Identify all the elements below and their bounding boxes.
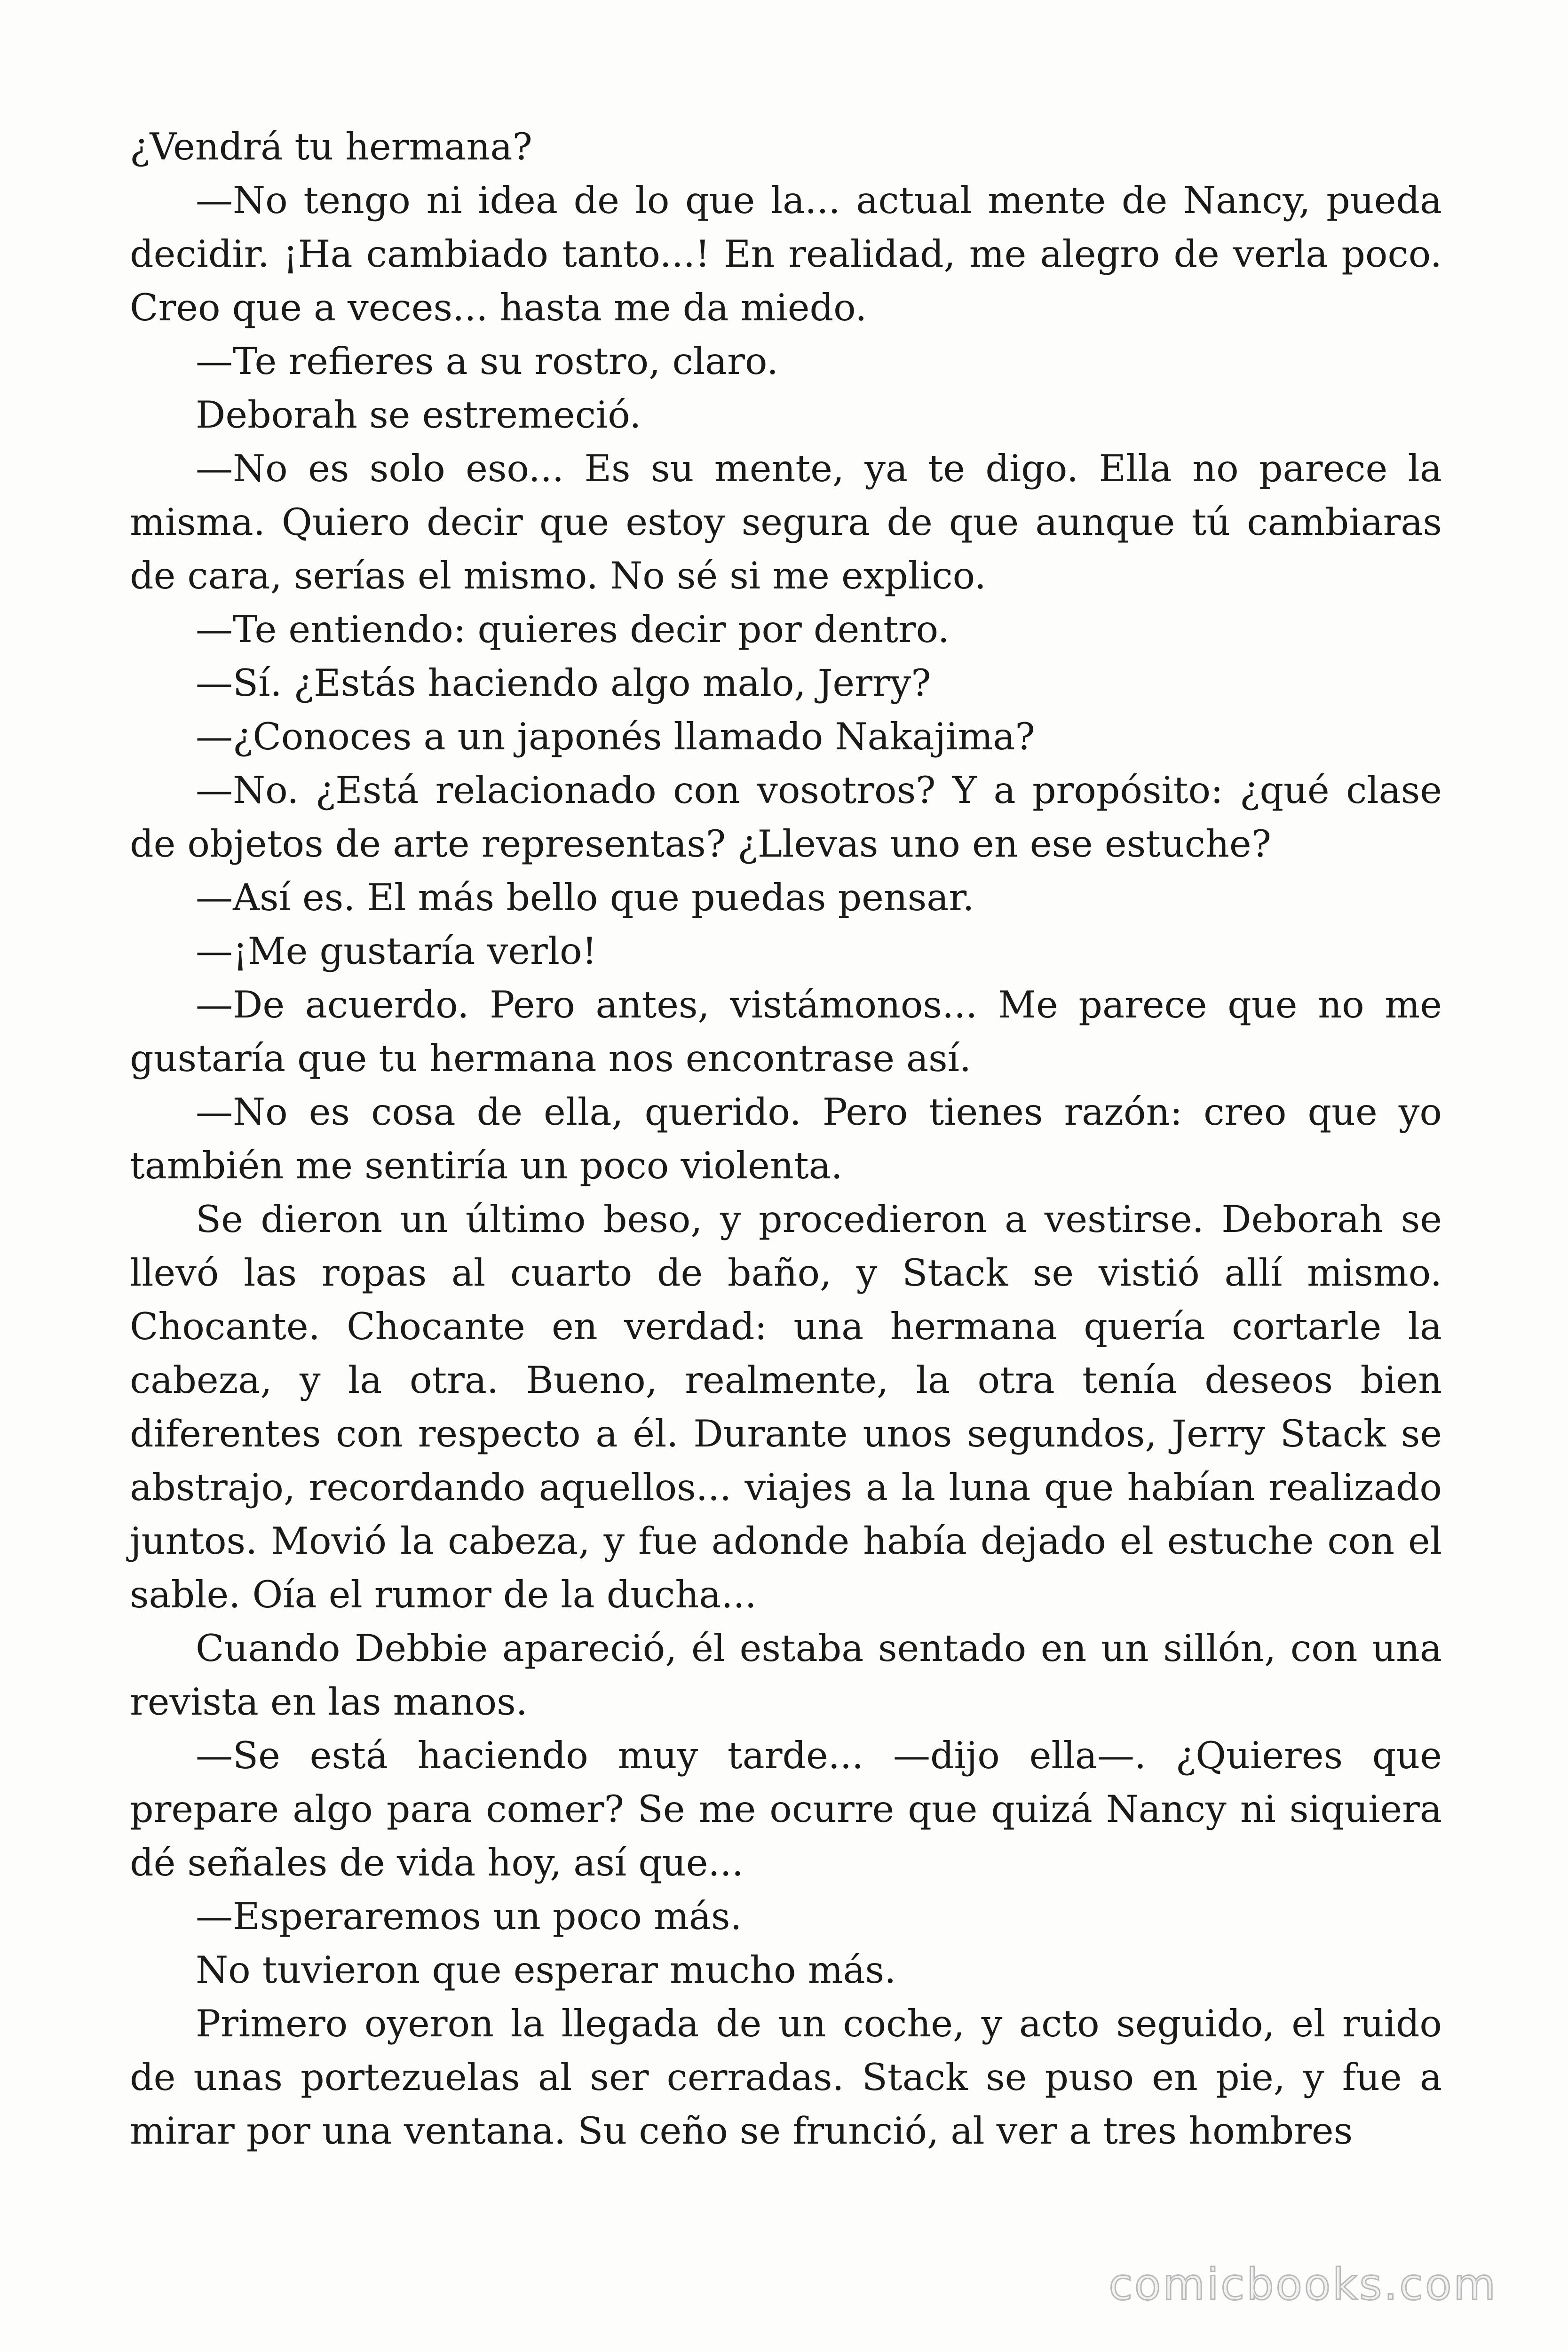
paragraph-3: —Te refieres a su rostro, claro. <box>196 340 779 383</box>
paragraph-14: Se dieron un último beso, y procedieron a vestirse. Deborah se llevó las ropas al cuarto de baño, y Stack se vistió allí mismo. Chocante. Chocante en verdad: una hermana quería cortarle la cabeza, y la otra. Bueno, realmente, la otra tenía deseos bien diferentes con respecto a él. Durante unos segundos, Jerry Stack se abstrajo, recordando aquellos... viajes a la luna que habían realizado juntos. Movió la cabeza, y fue adonde había dejado el estuche con el sable. Oía el rumor de la ducha... <box>130 1198 1442 1616</box>
paragraph-10: —Así es. El más bello que puedas pensar. <box>196 876 974 919</box>
paragraph-2: —No tengo ni idea de lo que la... actual mente de Nancy, pueda decidir. ¡Ha cambiado tanto...! En realidad, me alegro de verla poco. Creo que a veces... hasta me da miedo. <box>130 179 1442 329</box>
paragraph-16: —Se está haciendo muy tarde... —dijo ella—. ¿Quieres que prepare algo para comer? Se me ocurre que quizá Nancy ni siquiera dé señales de vida hoy, así que... <box>130 1734 1442 1884</box>
paragraph-13: —No es cosa de ella, querido. Pero tienes razón: creo que yo también me sentiría un poco violenta. <box>130 1090 1442 1187</box>
paragraph-11: —¡Me gustaría verlo! <box>196 930 597 973</box>
paragraph-18: No tuvieron que esperar mucho más. <box>196 1948 896 1992</box>
paragraph-5: —No es solo eso... Es su mente, ya te digo. Ella no parece la misma. Quiero decir que estoy segura de que aunque tú cambiaras de cara, serías el mismo. No sé si me explico. <box>130 447 1442 597</box>
paragraph-15: Cuando Debbie apareció, él estaba sentado en un sillón, con una revista en las manos. <box>130 1627 1442 1724</box>
paragraph-9: —No. ¿Está relacionado con vosotros? Y a propósito: ¿qué clase de objetos de arte representas? ¿Llevas uno en ese estuche? <box>130 769 1442 866</box>
watermark: comicbooks.com <box>1109 2259 1497 2310</box>
paragraph-12: —De acuerdo. Pero antes, vistámonos... Me parece que no me gustaría que tu hermana nos encontrase así. <box>130 983 1442 1080</box>
page-text <box>130 120 1442 2158</box>
paragraph-7: —Sí. ¿Estás haciendo algo malo, Jerry? <box>196 661 931 705</box>
paragraph-17: —Esperaremos un poco más. <box>196 1895 742 1938</box>
paragraph-8: —¿Conoces a un japonés llamado Nakajima? <box>196 715 1035 758</box>
paragraph-4: Deborah se estremeció. <box>196 393 641 437</box>
paragraph-6: —Te entiendo: quieres decir por dentro. <box>196 608 950 651</box>
paragraph-19: Primero oyeron la llegada de un coche, y acto seguido, el ruido de unas portezuelas al ser cerradas. Stack se puso en pie, y fue a mirar por una ventana. Su ceño se frunció, al ver a tres hombres <box>130 2002 1442 2153</box>
paragraph-1: ¿Vendrá tu hermana? <box>130 125 532 168</box>
